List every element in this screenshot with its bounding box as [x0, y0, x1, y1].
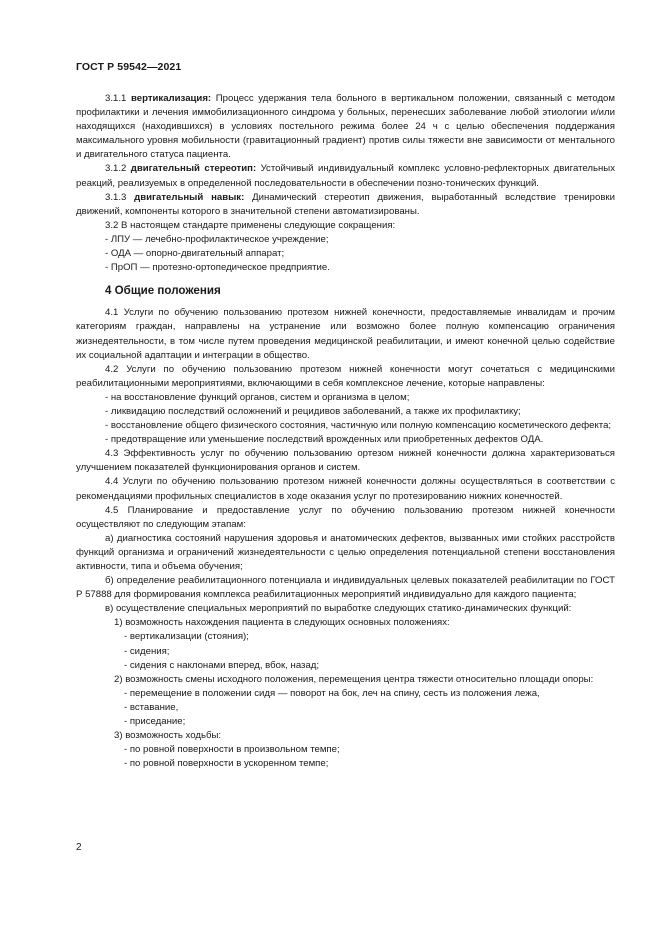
clause-4-5: 4.5 Планирование и предоставление услуг по обучению пользованию протезом нижней конечности осуществляют по следующим этапам: — [76, 504, 615, 530]
definition-3-1-3 — [76, 191, 615, 219]
abbr-item: - ПрОП — протезно-ортопедическое предприятие. — [105, 262, 330, 274]
clause-4-5-c: в) осуществление специальных мероприятий по выработке следующих статико-динамических функций: — [105, 603, 572, 615]
term: вертикализация: — [130, 93, 212, 104]
page-number: 2 — [76, 842, 82, 853]
term: двигательный стереотип: — [130, 163, 257, 175]
section-4-title: 4 Общие положения — [105, 284, 221, 298]
clause-4-2: 4.2 Услуги по обучению пользованию протезом нижней конечности могут сочетаться с медицинскими реабилитационными мероприятиями, включающими в себя комплексное лечение, которые направлены: — [76, 363, 615, 389]
term: двигательный навык: — [134, 191, 245, 203]
clause-4-5-a: а) диагностика состояний нарушения здоровья и анатомических дефектов, вызванных ими стойких расстройств функций организма и ограничений жизнедеятельности с целью определения потенциальной степени восстановления активности, типа и объема обучения; — [76, 532, 615, 572]
abbr-item: - ЛПУ — лечебно-профилактическое учреждение; — [105, 233, 329, 245]
definition-text: Устойчивый индивидуальный комплекс условно-рефлекторных двигательных реакций, реализуемых в определенной последовательности в обеспечении позно-тонических функций. — [76, 163, 615, 189]
subitem-3: 3) возможность ходьбы: — [114, 730, 222, 742]
subitem-2: 2) возможность смены исходного положения, перемещения центра тяжести относительно площади опоры: — [114, 673, 594, 685]
clause-number: 3.1.3 — [105, 191, 135, 203]
clause-number: 3.1.2 — [105, 163, 131, 175]
clause-4-3: 4.3 Эффективность услуг по обучению пользованию ортезом нижней конечности должна характеризоваться улучшением показателей функционирования органов и систем. — [76, 448, 615, 474]
definition-3-1-2 — [76, 162, 615, 190]
list-item: - вертикализации (стояния); — [124, 631, 249, 643]
list-item: - сидения с наклонами вперед, вбок, назад; — [124, 659, 320, 671]
list-item: - вставание, — [124, 701, 179, 713]
list-item: - на восстановление функций органов, систем и организма в целом; — [105, 391, 410, 403]
definition-3-1-1 — [76, 92, 615, 162]
list-item: - восстановление общего физического состояния, частичную или полную компенсацию косметического дефекта; — [105, 420, 612, 432]
subitem-1: 1) возможность нахождения пациента в следующих основных положениях: — [114, 617, 450, 629]
definition-text: Динамический стереотип движения, выработанный вследствие тренировки движений, компоненты которого в значительной степени автоматизированы. — [76, 191, 615, 217]
document-header: ГОСТ Р 59542—2021 — [76, 61, 182, 73]
list-item: - предотвращение или уменьшение последствий врожденных или приобретенных дефектов ОДА. — [105, 434, 544, 446]
clause-4-1: 4.1 Услуги по обучению пользованию протезом нижней конечности, предоставляемые инвалидам и прочим категориям граждан, направлены на устранение или возможно более полную компенсацию ограничения жизнедеятельности, в том числе путем проведения медицинской реабилитации, и имеют конечной целью содействие их социальной адаптации и интеграции в общество. — [76, 307, 615, 361]
clause-4-5-b: б) определение реабилитационного потенциала и индивидуальных целевых показателей реабилитации по ГОСТ Р 57888 для формирования комплекса реабилитационных мероприятий индивидуально для каждого пациента; — [76, 575, 615, 601]
abbr-item: - ОДА — опорно-двигательный аппарат; — [105, 248, 285, 260]
clause-4-4: 4.4 Услуги по обучению пользованию протезом нижней конечности должны осуществляться в соответствии с рекомендациями профильных специалистов в ходе оказания услуг по протезированию нижних конечностей. — [76, 476, 615, 502]
list-item: - по ровной поверхности в произвольном темпе; — [124, 744, 340, 756]
clause-3-2: 3.2 В настоящем стандарте применены следующие сокращения: — [105, 219, 396, 231]
list-item: - сидения; — [124, 645, 170, 657]
list-item: - перемещение в положении сидя — поворот на бок, леч на спину, сесть из положения лежа, — [124, 687, 540, 699]
document-body — [76, 92, 615, 771]
definition-text: Процесс удержания тела больного в вертикальном положении, связанный с методом профилактики и лечения иммобилизационного синдрома у больных, перенесших заболевание любой этиологии и/или находящихся (находившихся) в условиях постельного режима более 24 ч с целью обеспечения поддержания максимального уровня мобильности (гравитационный градиент) против силы тяжести вне зависимости от ментального и двигательного статуса пациента. — [76, 93, 615, 161]
clause-number: 3.1.1 — [105, 93, 131, 104]
list-item: - ликвидацию последствий осложнений и рецидивов заболеваний, а также их профилактику; — [105, 405, 521, 417]
list-item: - приседание; — [124, 716, 186, 728]
list-item: - по ровной поверхности в ускоренном темпе; — [124, 758, 329, 770]
